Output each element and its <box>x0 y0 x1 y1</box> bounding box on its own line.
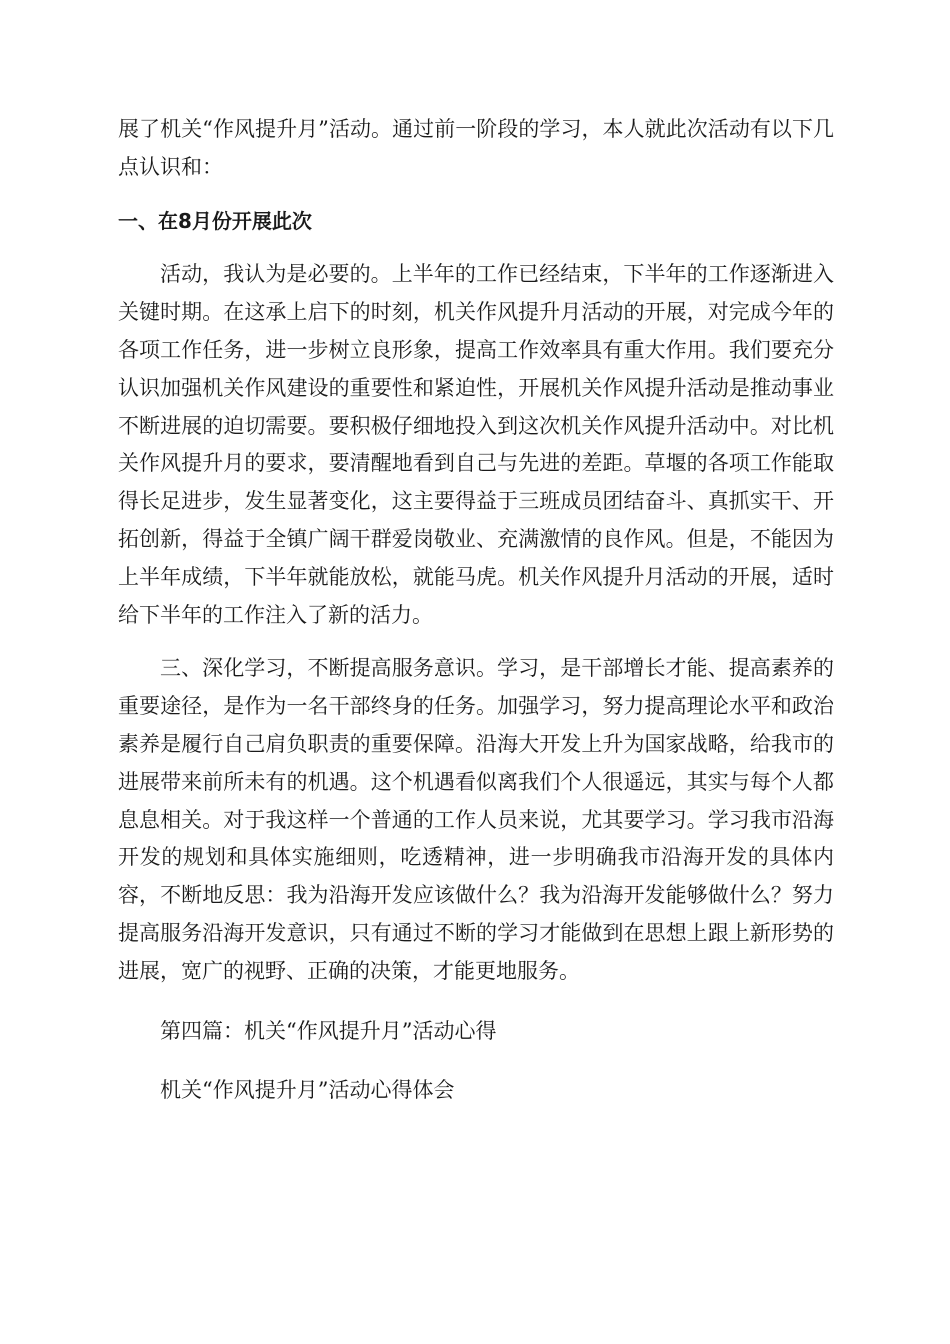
intro-paragraph: 展了机关“作风提升月”活动。通过前一阶段的学习，本人就此次活动有以下几点认识和： <box>118 117 834 179</box>
chapter-subtitle: 机关“作风提升月”活动心得体会 <box>160 1078 455 1103</box>
body-paragraph-activity: 活动，我认为是必要的。上半年的工作已经结束，下半年的工作逐渐进入关键时期。在这承上启下的时刻，机关作风提升月活动的开展，对完成今年的各项工作任务，进一步树立良形象，提高工作效率具有重大作用。我们要充分认识加强机关作风建设的重要性和紧迫性，开展机关作风提升活动是推动事业不断进展的迫切需要。要积极仔细地投入到这次机关作风提升活动中。对比机关作风提升月的要求，要清醒地看到自己与先进的差距。草堰的各项工作能取得长足进步，发生显著变化，这主要得益于三班成员团结奋斗、真抓实干、开拓创新，得益于全镇广阔干群爱岗敬业、充满激情的良作风。但是，不能因为上半年成绩，下半年就能放松，就能马虎。机关作风提升月活动的开展，适时给下半年的工作注入了新的活力。 <box>118 262 834 627</box>
body-paragraph-study: 三、深化学习，不断提高服务意识。学习，是干部增长才能、提高素养的重要途径，是作为一名干部终身的任务。加强学习，努力提高理论水平和政治素养是履行自己肩负职责的重要保障。沿海大开发上升为国家战略，给我市的进展带来前所未有的机遇。这个机遇看似离我们个人很遥远，其实与每个人都息息相关。对于我这样一个普通的工作人员来说，尤其要学习。学习我市沿海开发的规划和具体实施细则，吃透精神，进一步明确我市沿海开发的具体内容，不断地反思：我为沿海开发应该做什么？我为沿海开发能够做什么？努力提高服务沿海开发意识，只有通过不断的学习才能做到在思想上跟上新形势的进展，宽广的视野、正确的决策，才能更地服务。 <box>118 656 834 983</box>
document-page <box>118 111 834 1110</box>
section-heading: 一、在8月份开展此次 <box>118 208 312 233</box>
chapter-title: 第四篇：机关“作风提升月”活动心得 <box>160 1018 497 1043</box>
